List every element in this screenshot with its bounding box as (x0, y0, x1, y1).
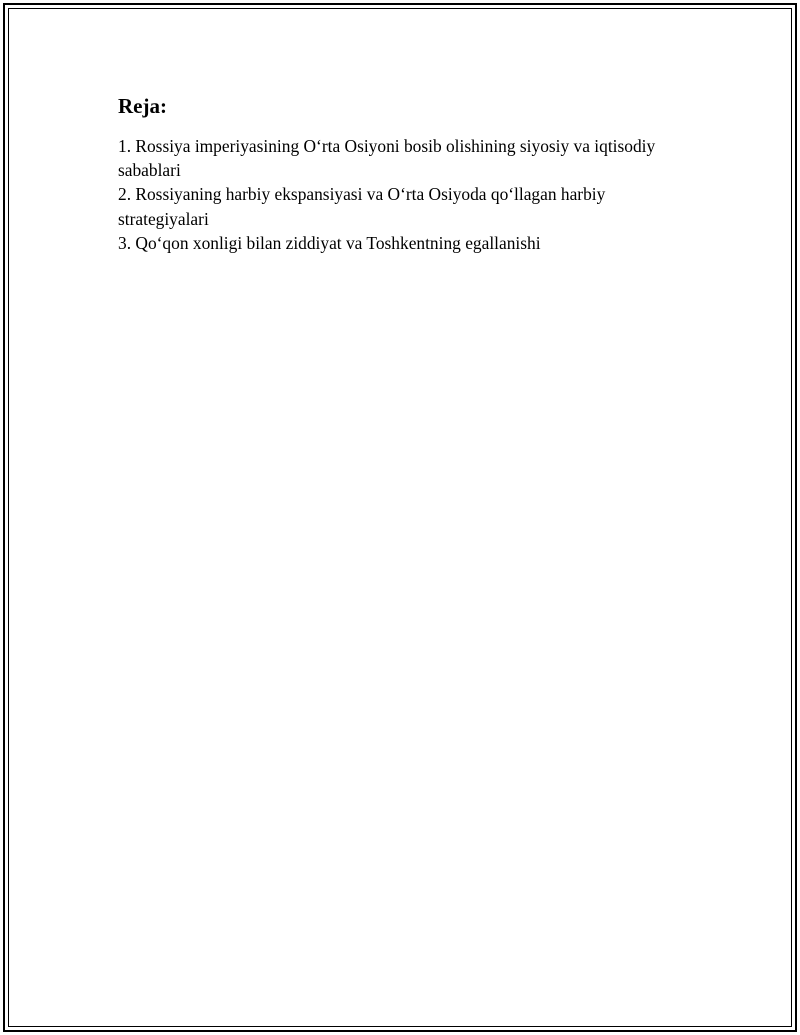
plan-item: 3. Qo‘qon xonligi bilan ziddiyat va Toshkentning egallanishi (118, 232, 541, 253)
plan-item: 2. Rossiyaning harbiy ekspansiyasi va O‘rta Osiyoda qo‘llagan harbiy strategiyalari (118, 184, 606, 229)
plan-list (118, 134, 658, 255)
page-content (118, 92, 658, 255)
plan-heading: Reja: (118, 94, 167, 118)
plan-item: 1. Rossiya imperiyasining O‘rta Osiyoni bosib olishining siyosiy va iqtisodiy sabablari (118, 136, 656, 181)
